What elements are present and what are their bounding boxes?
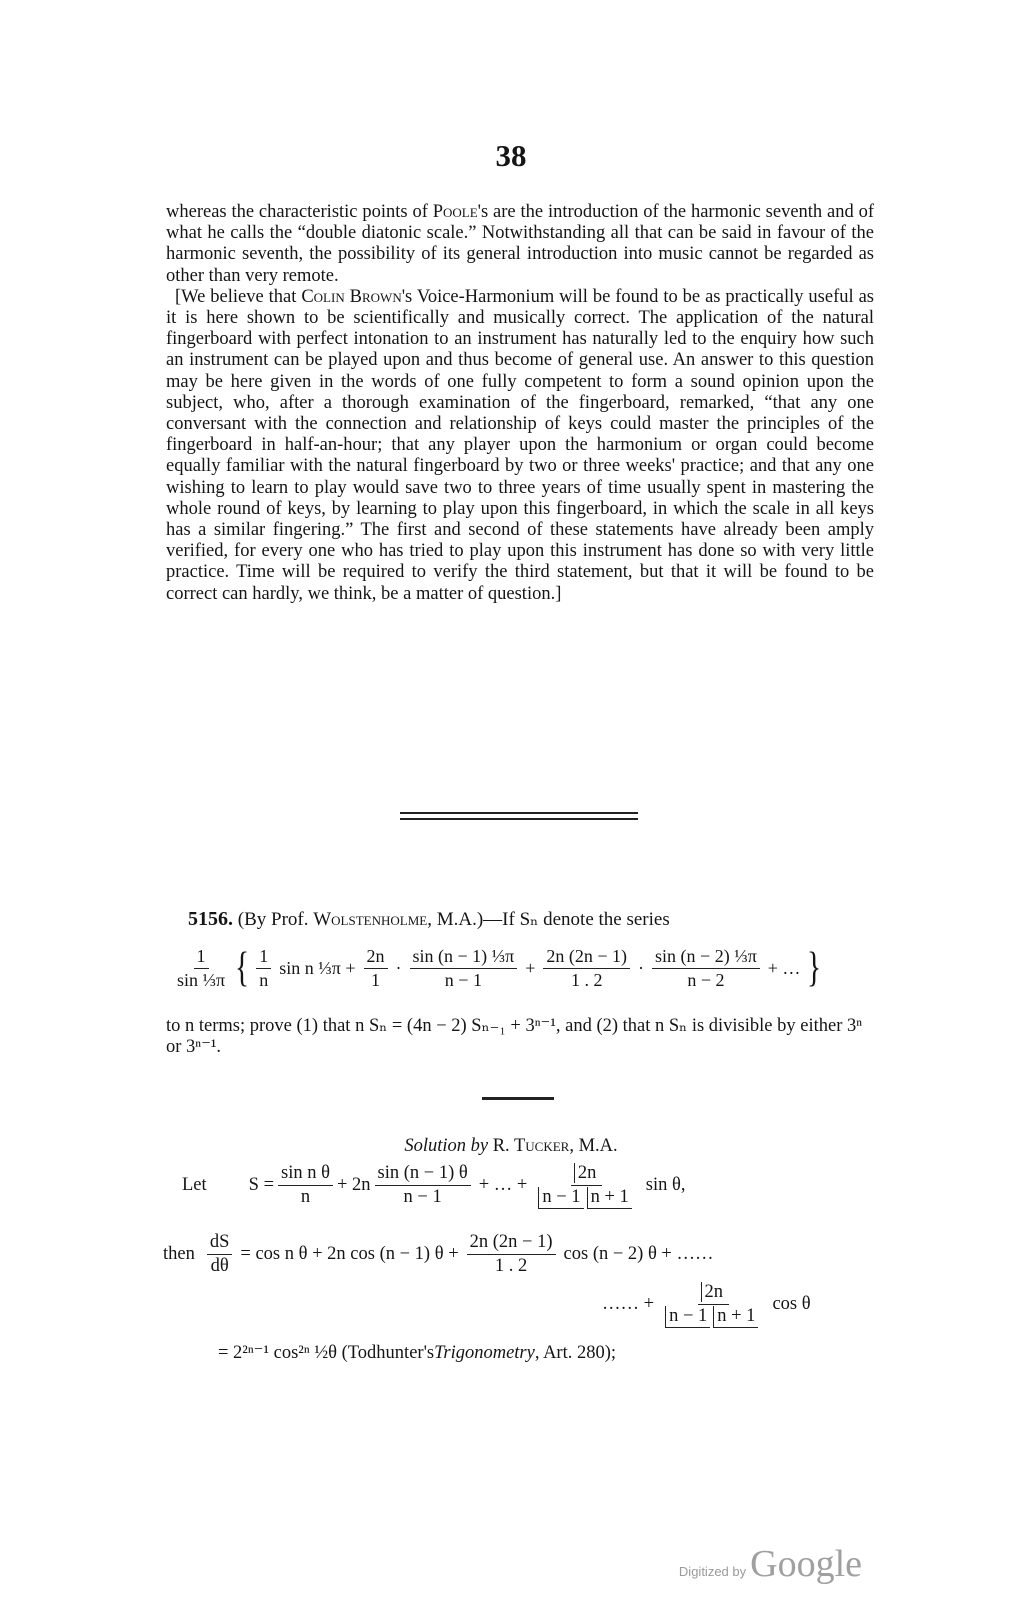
fraction: $\frac{2n (2n - 1)}{1 . 2}$ — [543, 946, 630, 990]
right-brace: } — [807, 945, 822, 992]
series-formula: $\frac{1}{\text{sin ⅓π}}$ { $\frac{1}{n}$ sin n ⅓π + $\frac{2n}{1}$ · $\frac{\text{sin (n − 1) ⅓π}}{n - 1}$ + $\frac{2n (2n - 1)}{1 . 2}$ · $\frac{\text{sin (n − 2) ⅓π}}{n - 2}$ + … } — [170, 946, 825, 990]
fraction: $\frac{1}{n}$ — [256, 946, 271, 990]
equation-continuation: …… + $\frac{2n}{n - 1 n + 1}$ cos θ — [602, 1282, 811, 1327]
fraction: $\frac{dS}{d\theta}$ — [207, 1232, 233, 1278]
fraction: $\frac{2n (2n - 1)}{1 . 2}$ — [467, 1232, 556, 1278]
paragraph-poole: whereas the characteristic points of Poole's are the introduction of the harmonic seventh and of what he calls the “double diatonic scale.” Notwithstanding all that can be said in favour of the harmonic seventh, the possibility of its general introduction into music cannot be regarded as other than very remote. — [166, 202, 875, 286]
fraction: $\frac{\text{sin (n − 1) ⅓π}}{n - 1}$ — [410, 946, 518, 990]
short-divider — [482, 1097, 554, 1100]
section-divider — [400, 812, 638, 820]
fraction: $\frac{\sin (n - 1) \theta}{n - 1}$ — [375, 1163, 471, 1209]
solution-author: R. Tucker — [492, 1136, 570, 1156]
fraction: $\frac{\text{sin (n − 2) ⅓π}}{n - 2}$ — [652, 946, 760, 990]
fraction: $\frac{\text{sin n θ}}{n}$ — [278, 1163, 333, 1209]
problem-number: 5156. — [188, 908, 233, 930]
left-brace: { — [235, 945, 250, 992]
body-text — [166, 202, 874, 605]
fraction: $\frac{2n}{n - 1 n + 1}$ — [535, 1163, 637, 1209]
paragraph-editorial: [We believe that Colin Brown's Voice-Harmonium will be found to be as practically useful as it is here shown to be scientifically and musically correct. The application of the natural fingerboard with perfect intonation to an instrument has naturally led to the enquiry how such an instrument can be played upon and thus become of general use. An answer to this question may be here given in the words of one fully competent to form a sound opinion upon the subject, who, after a thorough examination of the fingerboard, remarked, “that any one conversant with the connection and relationship of keys could master the principles of the fingerboard in half-an-hour; that any player upon the harmonium or organ could become equally familiar with the natural fingerboard by two or three weeks' practice; and that any one wishing to learn to play would save two to three years of time usually spent in mastering the whole round of keys, by learning to play upon this fingerboard, in which the scale in all keys has a similar fingering.” The first and second of these statements have already been amply verified, for every one who has tried to play upon this instrument has done so with very little practice. Time will be required to verify the third statement, but that it will be found to be correct can hardly, we think, be a matter of question.] — [166, 286, 874, 604]
google-logo: Google — [750, 1543, 862, 1585]
problem-heading: 5156. (By Prof. Wolstenholme, M.A.)—If Sₙ denote the series — [188, 908, 670, 930]
page-number: 38 — [495, 138, 527, 173]
fraction: $\frac{2n}{n - 1 n + 1}$ — [662, 1282, 764, 1328]
problem-author: Wolstenholme — [313, 909, 428, 930]
fraction: $\frac{1}{\text{sin ⅓π}}$ — [177, 946, 226, 990]
equation-then: then $\frac{dS}{d\theta}$ = cos n θ + 2n cos (n − 1) θ + $\frac{2n (2n - 1)}{1 . 2}$ cos (n − 2) θ + …… — [163, 1232, 714, 1277]
problem-statement: to n terms; prove (1) that n Sₙ = (4n − 2) Sₙ₋₁ + 3ⁿ⁻¹, and (2) that n Sₙ is divisible by either 3ⁿ or 3ⁿ⁻¹. — [166, 1016, 863, 1057]
solution-heading: Solution by R. Tucker, M.A. — [404, 1136, 618, 1156]
inventor-name: Colin Brown — [301, 286, 402, 307]
digitized-by-google-watermark: Digitized by Google — [678, 1543, 862, 1585]
author-name: Poole — [432, 202, 478, 222]
equation-result: = 2²ⁿ⁻¹ cos²ⁿ ½θ (Todhunter's Trigonometry , Art. 280); — [218, 1342, 617, 1363]
equation-let: Let S = $\frac{\text{sin n θ}}{n}$ + 2n $\frac{\sin (n - 1) \theta}{n - 1}$ + … + $\frac{2n}{n - 1 n + 1}$ sin θ, — [182, 1163, 686, 1208]
fraction: $\frac{2n}{1}$ — [364, 946, 388, 990]
